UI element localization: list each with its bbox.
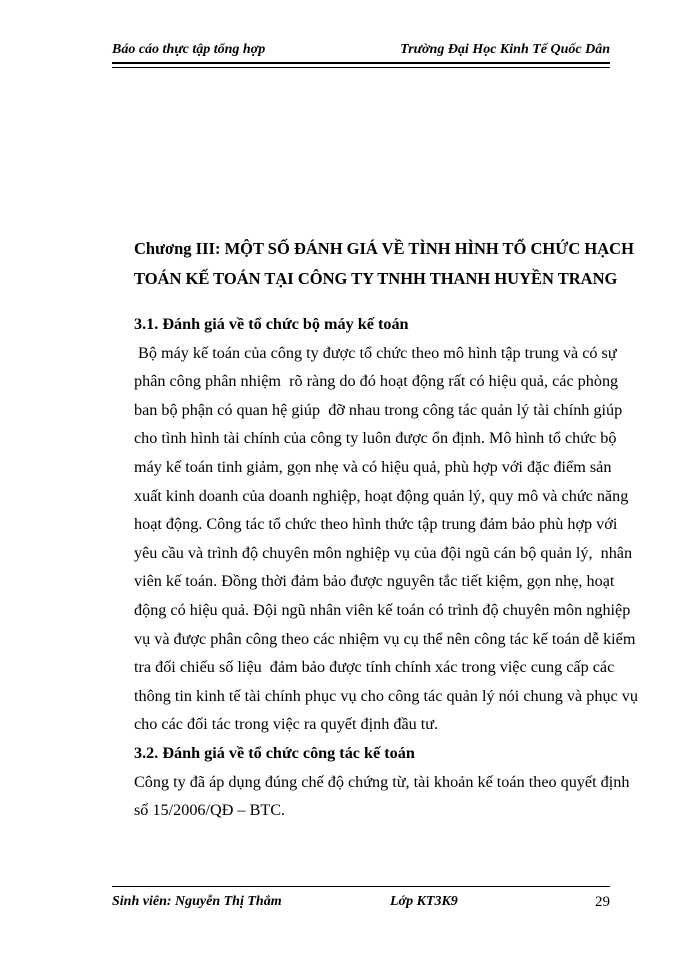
paragraph-line: cho tình hình tài chính của công ty luôn được ổn định. Mô hình tổ chức bộ (134, 429, 617, 448)
footer-divider (112, 886, 610, 887)
paragraph-line: Bộ máy kế toán của công ty được tổ chức theo mô hình tập trung và có sự (134, 343, 617, 362)
footer-student: Sinh viên: Nguyễn Thị Thắm (112, 894, 282, 909)
paragraph-line: hoạt động. Công tác tổ chức theo hình thức tập trung đảm bảo phù hợp với (134, 515, 618, 534)
section-heading-3-1: 3.1. Đánh giá về tổ chức bộ máy kế toán (134, 315, 409, 333)
chapter-title-line: TOÁN KẾ TOÁN TẠI CÔNG TY TNHH THANH HUYỀN TRANG (134, 269, 618, 288)
section-1-paragraph (134, 339, 638, 739)
paragraph-line: động có hiệu quả. Đội ngũ nhân viên kế toán có trình độ chuyên môn nghiệp (134, 600, 631, 619)
paragraph-line: yêu cầu và trình độ chuyên môn nghiệp vụ của đội ngũ cán bộ quản lý, nhân (134, 543, 633, 562)
paragraph-line: Công ty đã áp dụng đúng chế độ chứng từ, tài khoản kế toán theo quyết định (134, 772, 630, 791)
paragraph-line: vụ và được phân công theo các nhiệm vụ cụ thể nên công tác kế toán dễ kiểm (134, 629, 636, 648)
header-university: Trường Đại Học Kinh Tế Quốc Dân (400, 42, 610, 57)
chapter-title (134, 234, 634, 294)
document-body (134, 310, 638, 825)
header-report-title: Báo cáo thực tập tổng hợp (112, 42, 266, 57)
paragraph-line: máy kế toán tinh giảm, gọn nhẹ và có hiệu quả, phù hợp với đặc điểm sản (134, 457, 612, 476)
paragraph-line: xuất kinh doanh của doanh nghiệp, hoạt động quản lý, quy mô và chức năng (134, 486, 629, 505)
paragraph-line: phân công phân nhiệm rõ ràng do đó hoạt động rất có hiệu quả, các phòng (134, 372, 619, 391)
page-header (112, 42, 610, 62)
paragraph-line: viên kế toán. Đồng thời đảm bảo được nguyên tắc tiết kiệm, gọn nhẹ, hoạt (134, 572, 615, 591)
chapter-title-line: Chương III: MỘT SỐ ĐÁNH GIÁ VỀ TÌNH HÌNH TỔ CHỨC HẠCH (134, 239, 634, 258)
section-2-paragraph (134, 768, 630, 825)
section-heading-3-2: 3.2. Đánh giá về tổ chức công tác kế toán (134, 743, 415, 762)
paragraph-line: tra đối chiếu số liệu đảm bảo được tính chính xác trong việc cung cấp các (134, 658, 615, 677)
paragraph-line: thông tin kinh tế tài chính phục vụ cho công tác quản lý nói chung và phục vụ (134, 686, 638, 705)
page-number: 29 (595, 894, 610, 910)
paragraph-line: cho các đối tác trong việc ra quyết định đầu tư. (134, 715, 439, 734)
footer-class: Lớp KT3K9 (390, 894, 458, 909)
paragraph-line: số 15/2006/QĐ – BTC. (134, 801, 286, 820)
paragraph-line: ban bộ phận có quan hệ giúp đỡ nhau trong công tác quản lý tài chính giúp (134, 400, 623, 419)
header-divider (112, 62, 610, 68)
